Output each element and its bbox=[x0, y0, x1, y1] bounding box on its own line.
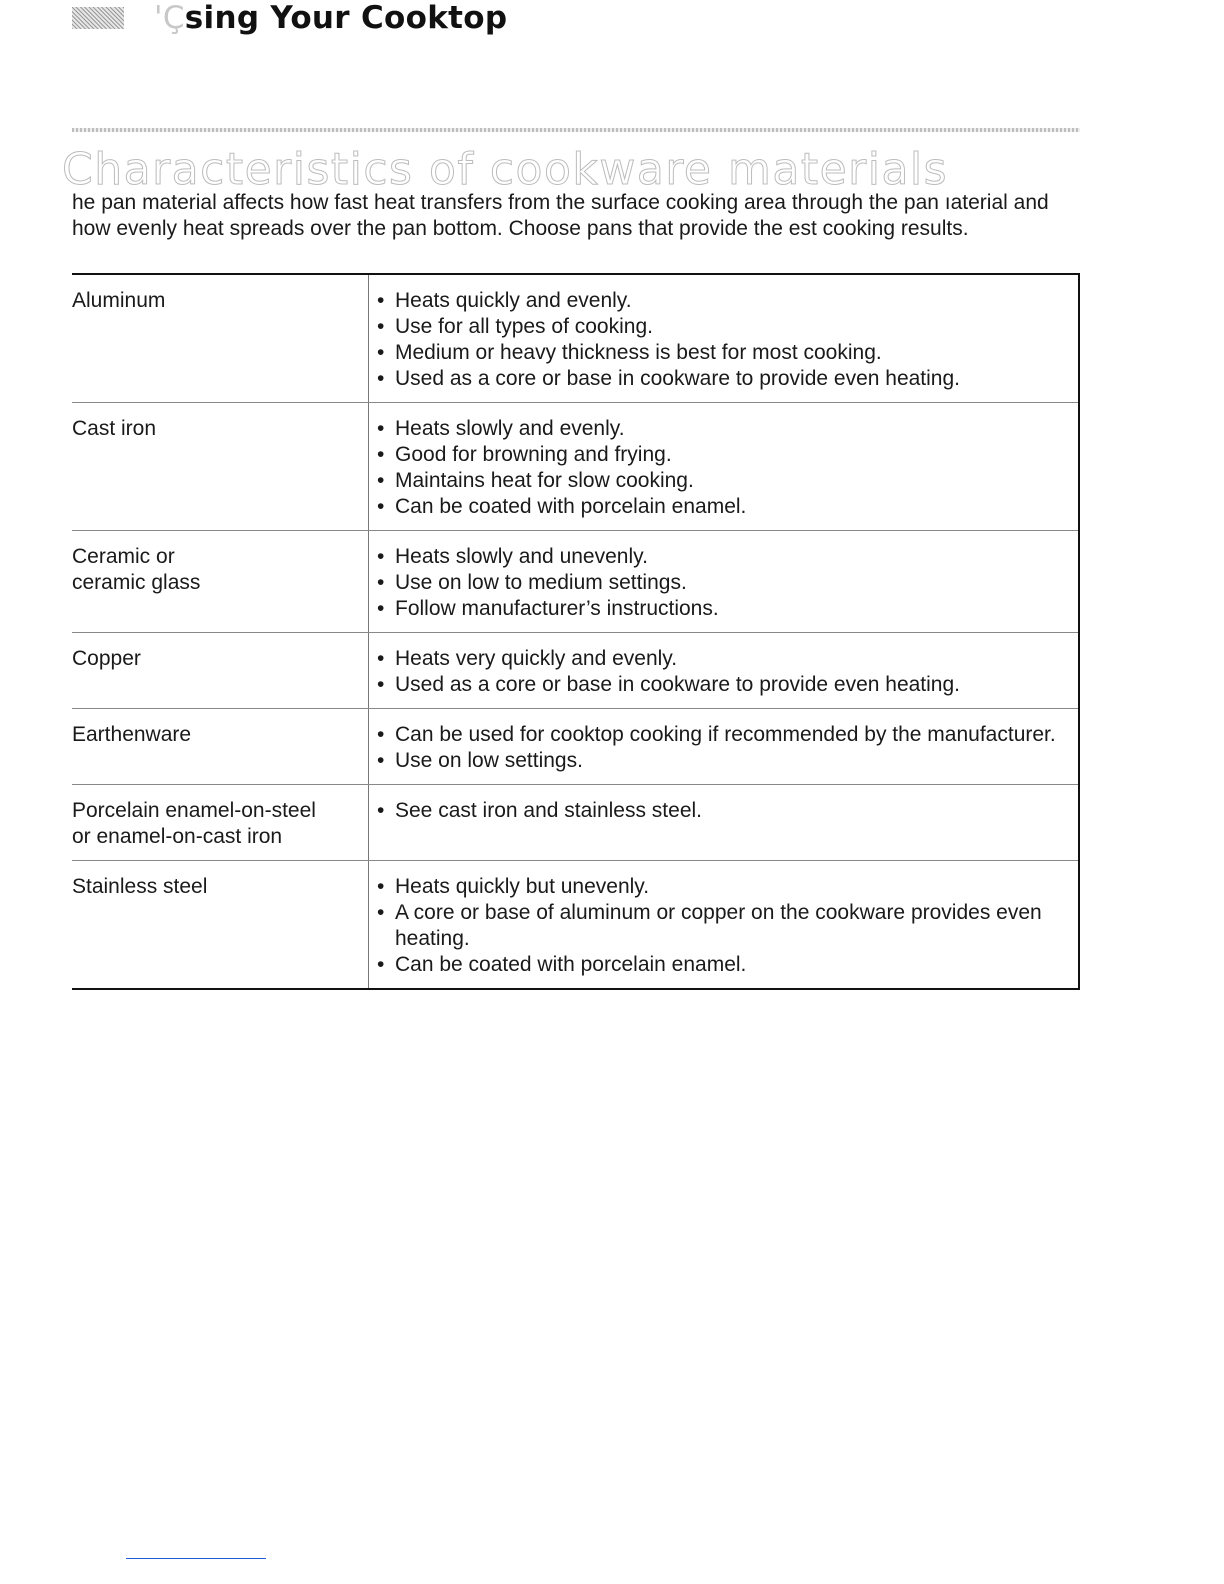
material-name: Copper bbox=[72, 647, 141, 670]
material-properties-cell bbox=[369, 785, 1080, 861]
material-name: Ceramic or bbox=[72, 545, 175, 568]
page-title-text: sing Your Cooktop bbox=[184, 0, 508, 36]
table-row bbox=[72, 861, 1079, 990]
page-title-initial: 'Ç bbox=[154, 0, 185, 36]
property-list bbox=[377, 646, 1064, 698]
property-item: • Can be coated with porcelain enamel. bbox=[377, 494, 1064, 520]
material-name: or enamel-on-cast iron bbox=[72, 825, 283, 848]
property-item: • Used as a core or base in cookware to provide even heating. bbox=[377, 366, 1064, 392]
property-item: • Use on low settings. bbox=[377, 748, 1064, 774]
property-item: • Heats very quickly and evenly. bbox=[377, 646, 1064, 672]
property-list bbox=[377, 416, 1064, 520]
material-name: Cast iron bbox=[72, 417, 157, 440]
material-name-cell bbox=[72, 531, 369, 633]
table-row bbox=[72, 709, 1079, 785]
property-item: • Medium or heavy thickness is best for most cooking. bbox=[377, 340, 1064, 366]
material-name-cell bbox=[72, 861, 369, 990]
property-item: • See cast iron and stainless steel. bbox=[377, 798, 1064, 824]
material-name: Porcelain enamel-on-steel bbox=[72, 799, 316, 822]
material-properties-cell bbox=[369, 709, 1080, 785]
material-properties-cell bbox=[369, 633, 1080, 709]
material-name-cell bbox=[72, 709, 369, 785]
property-item: • Can be coated with porcelain enamel. bbox=[377, 952, 1064, 978]
property-item: • Heats quickly but unevenly. bbox=[377, 874, 1064, 900]
material-name: Earthenware bbox=[72, 723, 192, 746]
material-name-cell bbox=[72, 274, 369, 403]
materials-table-body bbox=[72, 274, 1079, 989]
page-title bbox=[154, 0, 507, 36]
table-row bbox=[72, 633, 1079, 709]
cookware-materials-table bbox=[72, 273, 1080, 990]
material-properties-cell bbox=[369, 274, 1080, 403]
material-name-cell bbox=[72, 403, 369, 531]
intro-paragraph: he pan material affects how fast heat transfers from the surface cooking area through the pan ıaterial and how evenly heat spreads over the pan bottom. Choose pans that provide the est cooking results. bbox=[72, 191, 1049, 240]
material-properties-cell bbox=[369, 531, 1080, 633]
property-item: • Good for browning and frying. bbox=[377, 442, 1064, 468]
property-list bbox=[377, 874, 1064, 978]
table-row bbox=[72, 403, 1079, 531]
property-item: • Maintains heat for slow cooking. bbox=[377, 468, 1064, 494]
material-name: Stainless steel bbox=[72, 875, 208, 898]
property-item: • Heats slowly and evenly. bbox=[377, 416, 1064, 442]
property-list bbox=[377, 798, 1064, 824]
property-item: • Used as a core or base in cookware to provide even heating. bbox=[377, 672, 1064, 698]
material-name: Aluminum bbox=[72, 289, 166, 312]
property-item: • Can be used for cooktop cooking if recommended by the manufacturer. bbox=[377, 722, 1064, 748]
section-title: Characteristics of cookware materials bbox=[62, 144, 949, 195]
property-list bbox=[377, 722, 1064, 774]
material-properties-cell bbox=[369, 861, 1080, 990]
property-item: • Use on low to medium settings. bbox=[377, 570, 1064, 596]
header-tab-pattern bbox=[72, 7, 124, 29]
table-row bbox=[72, 274, 1079, 403]
table-row bbox=[72, 531, 1079, 633]
property-item: • Heats slowly and unevenly. bbox=[377, 544, 1064, 570]
property-list bbox=[377, 288, 1064, 392]
material-name: ceramic glass bbox=[72, 571, 201, 594]
table-row bbox=[72, 785, 1079, 861]
material-name-cell bbox=[72, 633, 369, 709]
section-divider bbox=[72, 128, 1080, 132]
property-list bbox=[377, 544, 1064, 622]
property-item: • Heats quickly and evenly. bbox=[377, 288, 1064, 314]
property-item: • Use for all types of cooking. bbox=[377, 314, 1064, 340]
footer-rule bbox=[126, 1558, 266, 1559]
property-item: • A core or base of aluminum or copper on the cookware provides even heating. bbox=[377, 900, 1064, 952]
material-properties-cell bbox=[369, 403, 1080, 531]
page-header bbox=[72, 0, 507, 36]
material-name-cell bbox=[72, 785, 369, 861]
property-item: • Follow manufacturer’s instructions. bbox=[377, 596, 1064, 622]
